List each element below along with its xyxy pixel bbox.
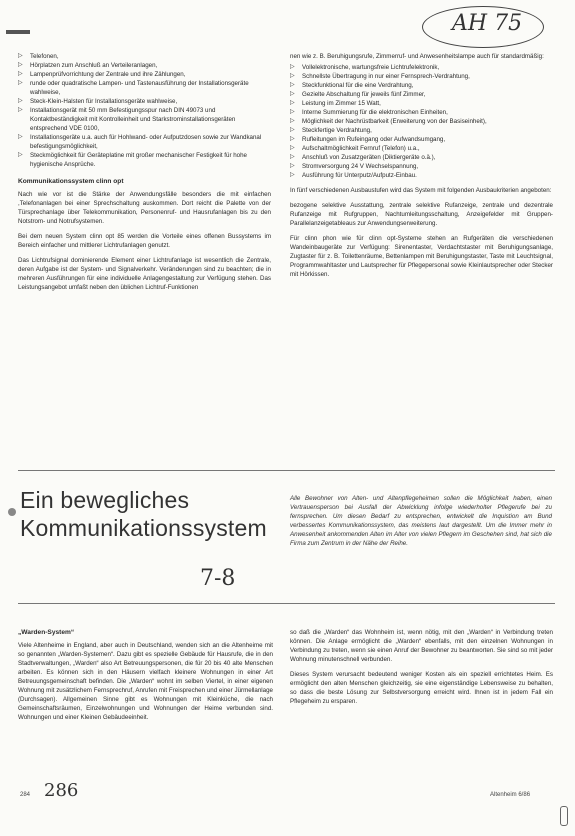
bottom-left-column <box>18 628 273 728</box>
list-item: ▷ Möglichkeit der Nachrüstbarkeit (Erweiterung von der Basiseinheit), <box>290 118 487 125</box>
list-item: ▷ Telefonen, <box>18 53 59 60</box>
list-item: ▷ Hörplatzen zum Anschluß an Verteileranlagen, <box>18 62 158 69</box>
list-item: ▷ Leistung im Zimmer 15 Watt, <box>290 100 381 107</box>
paragraph: Das Lichtrufsignal dominierende Element einer Lichtrufanlage ist wesentlich die Zentrale, deren Aufgabe ist der System- und Signalverkehr. Veränderungen sind zu beachten; die in mehreren Ausführungen für eine individuelle Anlagengestaltung zur Verfügung stehen. Das Leistungsangebot umfaßt neben den üblichen Lichtruf-Funktionen <box>18 257 271 291</box>
section-heading: Kommunikationssystem clinn opt <box>18 178 124 185</box>
list-item: ▷ Lampenprüfvorrichtung der Zentrale und ihre Zählungen, <box>18 71 186 78</box>
paragraph: bezogene selektive Ausstattung, zentrale selektive Rufanzeige, zentrale und dezentrale Rufanzeige mit Rufgruppen, Nachtumleitungsschaltung, Anzeigefelder mit Gruppen-Parallelanzeigetableaus zur Anwendungserweiterung. <box>290 202 553 227</box>
paragraph: Nach wie vor ist die Stärke der Anwendungsfälle besonders die mit einfachen ,Telefonanlagen bei einer Sprechschaltung auskommen. Dort reicht die Palette von der Türsprechanlage über Telekommunikation, Personenruf- und Hausrufanlagen bis zu den Notstrom- und Notrufsystemen. <box>18 191 271 225</box>
smudge-mark <box>8 508 16 516</box>
list-item: ▷ Gezielte Abschaltung für jeweils fünf Zimmer, <box>290 91 426 98</box>
list-item: ▷ Schnellste Übertragung in nur einer Fernsprech-Verdrahtung, <box>290 73 470 80</box>
list-item: ▷ Steck-Klein-Halsten für Installationsgeräte wahlweise, <box>18 98 178 105</box>
feature-intro: Alle Bewohner von Alten- und Altenpflegeheimen sollen die Möglichkeit haben, einen Vertrauensperson bei Ausfall der Abwicklung infolge wiederholter Pflegerufe bei zu fernsprechen. Um diesen Bedarf zu entsprechen, entwickelt die Inquistion am Bund verbessertes Kommunikationssystem, das meistens laut dargestellt. Um die Immer mehr in Anwesenheit ankommenden Alten im Alter von vielen Pflegern im Geschehen sind, hat sich die Firma zum Zentrum in der Nähe der Reihe. <box>290 495 552 547</box>
feature-headline <box>20 486 267 542</box>
right-edge-mark <box>560 806 568 826</box>
paragraph: Für clinn phon wie für clinn opt-Systeme stehen an Rufgeräten die verschiedenen Wandeinbaugeräte zur Verfügung: Sirenentaster, Verdachtstaster mit Beruhigungsanlage, Zugtaster für z. B. Toilettenräume, Bettenlampen mit Beruhigungstaster, Taste mit Leuchtsignal, Programmwahltaster und Lautsprecher für Pflegepersonal sowie Kleinlautsprecher oder Stecker mit Hörkissen. <box>290 235 553 278</box>
handwritten-note: 7-8 <box>200 566 236 591</box>
corner-mark <box>6 30 30 34</box>
stamp-text: AH 75 <box>452 11 523 36</box>
paragraph: Viele Altenheime in England, aber auch in Deutschland, wenden sich an die Altenheime mit so genannten „Warden-Systemen“. Dazu gibt es spezielle Gebäude für Hausrufe, die in den Stadtverwaltungen, „Warden“ also Art Betreuungspersonen, die für 20 bis 40 alte Menschen arbeiten. Es können sich in den Häusern vielfach kleinere Wohnungen in einer Art Betreuungsgemeinschaft befinden. Die „Warden“ wohnt im selben Viertel, in einer eigenen Wohnung mit zusätzlichem Fernsprechruf, Anrufen mit Freisprechen und einer Jürmellanlage (Durchsagen). Allgemeinen Sinne gibt es Wohnungen mit Kleinküche, die nach Gemeinschaftsräumen, Einzelwohnungen und Wohnungen der Heime verbunden sind. Wohnungen und einer Kleinen Gebäudeeinheit. <box>18 642 273 721</box>
list-item: ▷ Ausführung für Unterputz/Aufputz-Einbau. <box>290 172 417 179</box>
section-heading: „Warden-System“ <box>18 629 75 636</box>
journal-name: Altenheim 6/86 <box>490 792 531 798</box>
divider <box>18 470 555 471</box>
headline-line: Kommunikationssystem <box>20 515 267 541</box>
handwritten-page: 286 <box>44 780 79 801</box>
bottom-right-column <box>290 628 553 712</box>
paragraph: In fünf verschiedenen Ausbaustufen wird das System mit folgenden Ausbaukriterien angeboten: <box>290 187 552 194</box>
paragraph: Bei dem neuen System clinn opt 85 werden die Vorteile eines offenen Bussystems im Bereich einfacher und mittlerer Lichtrufanlagen genutzt. <box>18 233 271 249</box>
divider <box>18 603 555 604</box>
paragraph: Dieses System verursacht bedeutend weniger Kosten als ein speziell errichtetes Heim. Es ermöglicht den alten Menschen gleichzeitig, sie eine eigenständige Lebensweise zu behalten, so dass die beste Lösung zur Selbstversorgung erreicht wird. Ihnen ist in jedem Fall ein Pflegeheim zu ersparen. <box>290 671 553 705</box>
list-item: ▷ Stromversorgung 24 V Wechselspannung, <box>290 163 419 170</box>
left-column <box>18 52 271 298</box>
list-item: ▷ Anschluß von Zusatzgeräten (Diktiergeräte o.ä.), <box>290 154 436 161</box>
right-bullet-list <box>290 63 553 180</box>
list-item: ▷ Interne Summierung für die elektronischen Einheiten, <box>290 109 448 116</box>
list-item: ▷ Vollelektronische, wartungsfreie Lichtrufelektronik, <box>290 64 440 71</box>
left-bullet-list <box>18 52 271 169</box>
list-item: ▷ Steckfunktional für die eine Verdrahtung, <box>290 82 414 89</box>
list-item: ▷ Aufschaltmöglichkeit Fernruf (Telefon) u.a., <box>290 145 420 152</box>
list-item: ▷ Steckmöglichkeit für Geräteplatine mit großer mechanischer Festigkeit für hohe hygienische Ansprüche. <box>18 152 248 168</box>
list-item: ▷ Installationsgeräte u.a. auch für Hohlwand- oder Aufputzdosen sowie zur Wandkanal befestigungsmöglichkeit, <box>18 134 262 150</box>
page-number: 284 <box>20 792 31 798</box>
list-item: ▷ Steckfertige Verdrahtung, <box>290 127 372 134</box>
list-item: ▷ Rufleitungen im Rufeingang oder Aufwandsumgang, <box>290 136 446 143</box>
paragraph: so daß die „Warden“ das Wohnheim ist, wenn nötig, mit den „Warden“ in Verbindung treten können. Die Anlage ermöglicht die „Warden“ ebenfalls, mit den einzelnen Wohnungen in Verbindung zu treten, wenn sie einen Anruf der Bewohner zu beantworten. Sie sind so mit jeder Wohnung minutenschnell verbunden. <box>290 629 553 663</box>
right-column <box>290 52 553 285</box>
list-item: ▷ Installationsgerät mit 50 mm Befestigungsspur nach DIN 49073 und Kontaktbeständigkeit mit Kontrolleinheit und Starkstrominstallationsgeräten entsprechend VDE 0100, <box>18 107 236 132</box>
headline-line: Ein bewegliches <box>20 487 190 513</box>
paragraph: nen wie z. B. Beruhigungsrufe, Zimmerruf- und Anwesenheitslampe auch für standardmäßig: <box>290 53 544 60</box>
list-item: ▷ runde oder quadratische Lampen- und Tastenausführung der Installationsgeräte wahlweise, <box>18 80 249 96</box>
